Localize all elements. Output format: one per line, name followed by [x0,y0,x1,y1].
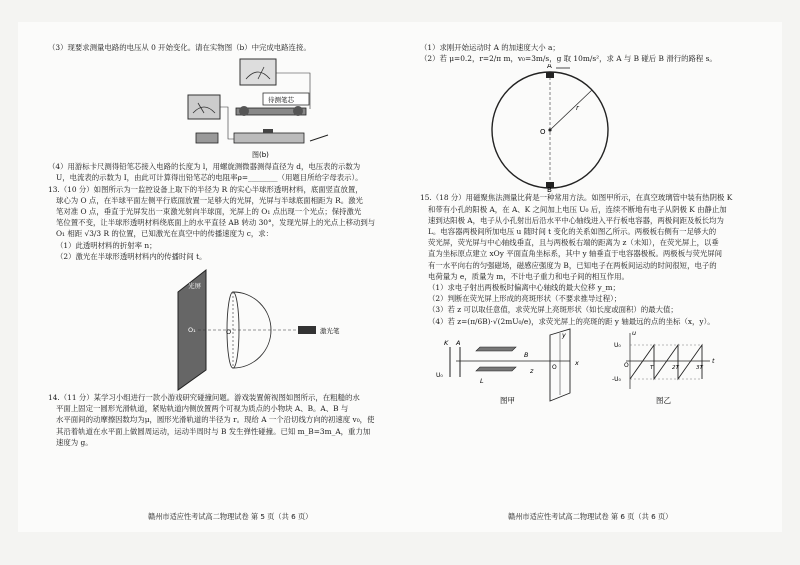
q13-line-3: 笔位置不变，让半球形透明材料绕底面上的水平直径 AB 转动 30°，发现光屏上的光点上移动到与 [56,218,376,228]
fig-label-l: L [480,376,484,385]
q13-line-0: 13.（10 分）如图所示为一监控设备上取下的半径为 R 的实心半球形透明材料，底面竖直放置， [48,184,363,194]
hemisphere-diagram [48,262,398,392]
q13-sub2: （2）激光在半球形透明材料内的传播时间 t。 [56,251,207,261]
q14-line-2: 水平面间的动摩擦因数均为μ，圆形光滑轨道的半径为 r。现给 A 一个沿切线方向的初速度 v₀，使 [56,415,375,425]
figure-b-caption: 图(b) [252,151,269,160]
q14-line-3: 其沿着轨道在水平面上做圆周运动，运动半周时与 B 发生弹性碰撞。已知 m_B=3m_A，重力加 [56,426,371,436]
circuit-figure-b [48,53,398,161]
q15-line-3: L。电容器两极间所加电压 u 随时间 t 变化的关系如图乙所示。两极板右侧有一足够大的 [428,227,717,237]
fig-label-t: t [712,356,715,365]
q15-sub1: （1）求电子射出两极板时偏离中心轴线的最大位移 y_m； [428,283,620,293]
fig-label-utneg: -U₀ [612,375,621,383]
fig-label-t3: 3T [696,364,703,371]
left-page-footer: 赣州市适应性考试高二物理试卷 第 5 页（共 6 页） [148,512,313,521]
q15-line-6: 有一水平向右的匀强磁场，磁感应强度为 B，已知电子在两板间运动的时间很短，电子的 [428,260,717,270]
q15-line-4: 荧光屏，荧光屏与中心轴线垂直，且与两极板右端的距离为 z（未知），在荧光屏上，以垂 [428,238,719,248]
q15-line-7: 电荷量为 e，质量为 m，不计电子重力和电子间的相互作用。 [428,271,629,281]
q15-line-5: 直为坐标原点建立 xOy 平面直角坐标系，其中 y 轴垂直于电容器极板。两极板与荧光屏间 [428,249,723,259]
q13-line-1: 球心为 O 点，在半球平面左侧平行底面放置一足够大的光屏，光屏与半球底面相距为 R。激光 [56,195,363,205]
radius-label: r [576,104,579,113]
fig-label-k: K [444,338,449,347]
q13-line-2: 笔对准 O 点，垂直于光屏发出一束激光射向半球面，光屏上的 O₁ 点出现一个光点；保持激光 [56,207,362,217]
q14-line-0: 14.（11 分）某学习小组进行一款小游戏研究碰撞问题。游戏装置俯视图如图所示，在粗糙的水 [48,393,360,403]
fig-label-x: x [575,358,579,367]
fig-label-t1: T [650,364,654,371]
fig-label-y: y [562,330,566,339]
fig-label-u: u [632,328,637,337]
q14-line-4: 速度为 g。 [56,437,93,447]
right-page-footer: 赣州市适应性考试高二物理试卷 第 6 页（共 6 页） [508,512,673,521]
block-a-label: A [547,64,552,71]
exam-sheet [18,22,782,532]
q15-sub4: （4）若 z=(π/6B)·√(2mU₀/e)，求荧光屏上的亮斑的距 y 轴最远的点的坐标（x，y）。 [428,316,715,326]
block-b-label: B [547,186,552,193]
fig-label-o: O [552,363,557,371]
fig-label-u0: U₀ [436,371,443,379]
circle-track-figure [420,64,772,192]
o1-label: O₁ [188,326,196,335]
q15-sub2: （2）判断在荧光屏上形成的亮斑形状（不要求推导过程）； [428,294,622,304]
q12-part3: （3）现要求测量电路的电压从 0 开始变化。请在实物图（b）中完成电路连接。 [48,43,311,52]
fig-label-t2: 2T [672,364,679,371]
q14-line-1: 平面上固定一圆形光滑轨道，紧贴轨道内侧放置两个可视为质点的小物块 A、B。A、B 与 [56,404,349,414]
right-column [420,42,772,407]
q13-sub1: （1）此透明材料的折射率 n； [56,240,157,250]
left-column [48,42,398,448]
fig-yi-caption: 图乙 [656,395,671,405]
q15-diagrams [420,327,772,407]
pencil-core-label: 待测笔芯 [268,96,294,105]
screen-label: 光屏 [188,282,201,291]
fig-label-z: z [530,366,534,375]
q15-sub3: （3）若 z 可以取任意值，求荧光屏上亮斑形状（如长度或面积）的最大值； [428,305,678,315]
q15-figures [420,327,772,407]
q15-line-0: 15.（18 分）用磁聚焦法测量比荷是一种常用方法。如图甲所示，在真空玻璃管中装有热阴极 K [420,193,733,203]
fig-label-uo: O [624,361,629,369]
q15-line-1: 和带有小孔的阳极 A，在 A、K 之间加上电压 U₀ 后，连续不断地有电子从阴极 K 由静止加 [428,204,727,214]
q14-sub2: （2）若 μ=0.2，r=2/π m，v₀=3m/s，g 取 10m/s²，求 A 与 B 碰后 B 滑行的路程 s。 [420,54,717,64]
q12-part4-line1: （4）用游标卡尺测得铅笔芯接入电路的长度为 l，用螺旋测微器测得直径为 d，电压表的示数为 [48,162,361,172]
fig-label-b: B [524,350,529,359]
o-label: O [226,328,232,337]
q13-line-4: O₁ 相距 √3/3 R 的位置，已知激光在真空中的传播速度为 c，求： [56,229,274,239]
q15-line-2: 速到达阳极 A，电子从小孔射出后沿水平中心轴线进入平行板电容器，两极间距及板长均为 [428,215,724,225]
circle-track-diagram [420,64,772,192]
q14-sub1: （1）求刚开始运动时 A 的加速度大小 a； [420,43,560,52]
fig-label-ut0: U₀ [614,341,621,349]
fig-label-a: A [456,338,461,347]
circuit-diagram [48,53,398,161]
q12-part4-line2: U，电流表的示数为 I，由此可计算得出铅笔芯的电阻率ρ=________（用题目所给字母表示）。 [56,173,363,183]
center-o-label: O [540,128,546,137]
laser-label: 激光笔 [320,327,340,336]
hemisphere-figure [48,262,398,392]
fig-jia-caption: 图甲 [500,395,515,405]
